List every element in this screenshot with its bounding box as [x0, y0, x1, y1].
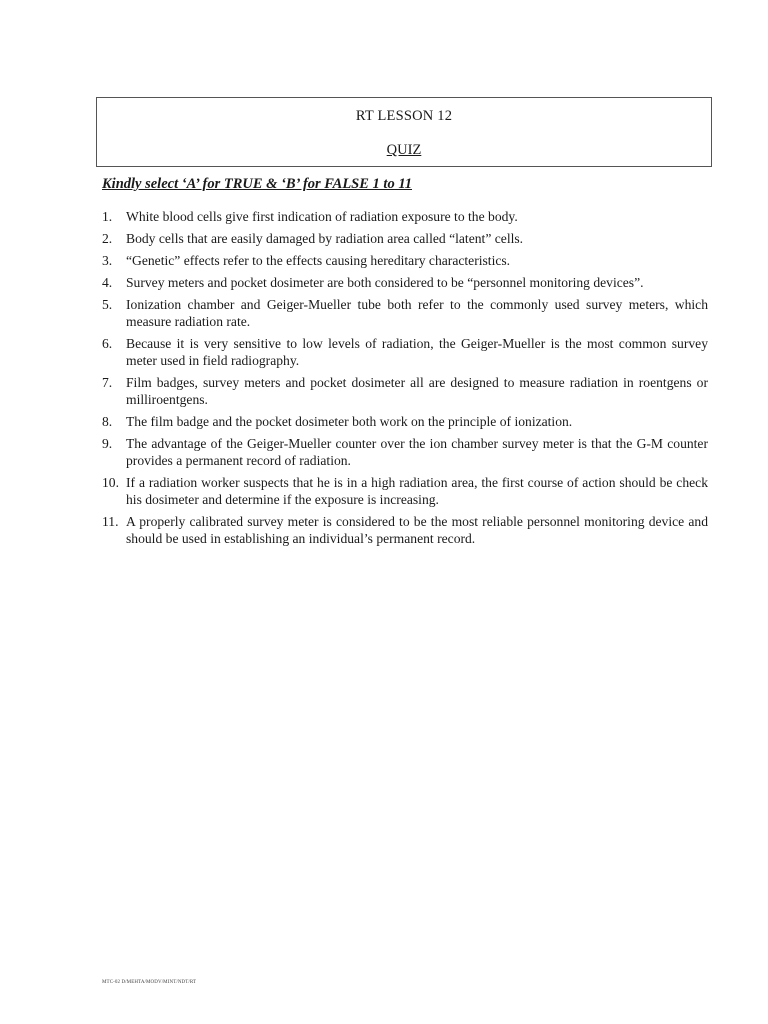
header-box: [96, 97, 712, 167]
question-text: The film badge and the pocket dosimeter both work on the principle of ionization.: [126, 414, 573, 429]
quiz-question: [102, 208, 708, 225]
question-number: 9.: [102, 436, 113, 451]
question-number: 10.: [102, 475, 119, 490]
quiz-question: [102, 513, 708, 547]
quiz-question: [102, 274, 708, 291]
question-text: Film badges, survey meters and pocket dosimeter all are designed to measure radiation in roentgens or milliroentgens.: [126, 375, 708, 407]
question-text: The advantage of the Geiger-Mueller counter over the ion chamber survey meter is that the G-M counter provides a permanent record of radiation.: [126, 436, 708, 468]
question-number: 11.: [102, 514, 119, 529]
question-text: White blood cells give first indication of radiation exposure to the body.: [126, 209, 518, 224]
question-number: 3.: [102, 253, 113, 268]
question-text: Body cells that are easily damaged by radiation area called “latent” cells.: [126, 231, 524, 246]
lesson-title: RT LESSON 12: [355, 108, 453, 124]
quiz-question: [102, 435, 708, 469]
quiz-question: [102, 374, 708, 408]
question-number: 1.: [102, 209, 113, 224]
quiz-question: [102, 296, 708, 330]
question-text: Ionization chamber and Geiger-Mueller tube both refer to the commonly used survey meters, which measure radiation rate.: [126, 297, 708, 329]
footer-reference: MTC-02 D/MEHTA/MODV/MINT/NDT/RT: [102, 980, 197, 985]
question-text: Because it is very sensitive to low levels of radiation, the Geiger-Mueller is the most common survey meter used in field radiography.: [126, 336, 708, 368]
question-number: 8.: [102, 414, 113, 429]
question-text: A properly calibrated survey meter is considered to be the most reliable personnel monitoring device and should be used in establishing an individual’s permanent record.: [126, 514, 708, 546]
question-number: 5.: [102, 297, 113, 312]
quiz-question: [102, 413, 708, 430]
question-text: “Genetic” effects refer to the effects causing hereditary characteristics.: [126, 253, 511, 268]
quiz-question-list: [102, 208, 708, 552]
question-number: 7.: [102, 375, 113, 390]
question-text: If a radiation worker suspects that he is in a high radiation area, the first course of action should be check his dosimeter and determine if the exposure is increasing.: [126, 475, 708, 507]
quiz-question: [102, 230, 708, 247]
quiz-instruction: Kindly select ‘A’ for TRUE & ‘B’ for FALSE 1 to 11: [102, 176, 413, 192]
quiz-question: [102, 335, 708, 369]
question-text: Survey meters and pocket dosimeter are both considered to be “personnel monitoring devices”.: [126, 275, 644, 290]
question-number: 4.: [102, 275, 113, 290]
question-number: 6.: [102, 336, 113, 351]
quiz-heading: QUIZ: [386, 142, 422, 158]
question-number: 2.: [102, 231, 113, 246]
quiz-question: [102, 252, 708, 269]
quiz-question: [102, 474, 708, 508]
